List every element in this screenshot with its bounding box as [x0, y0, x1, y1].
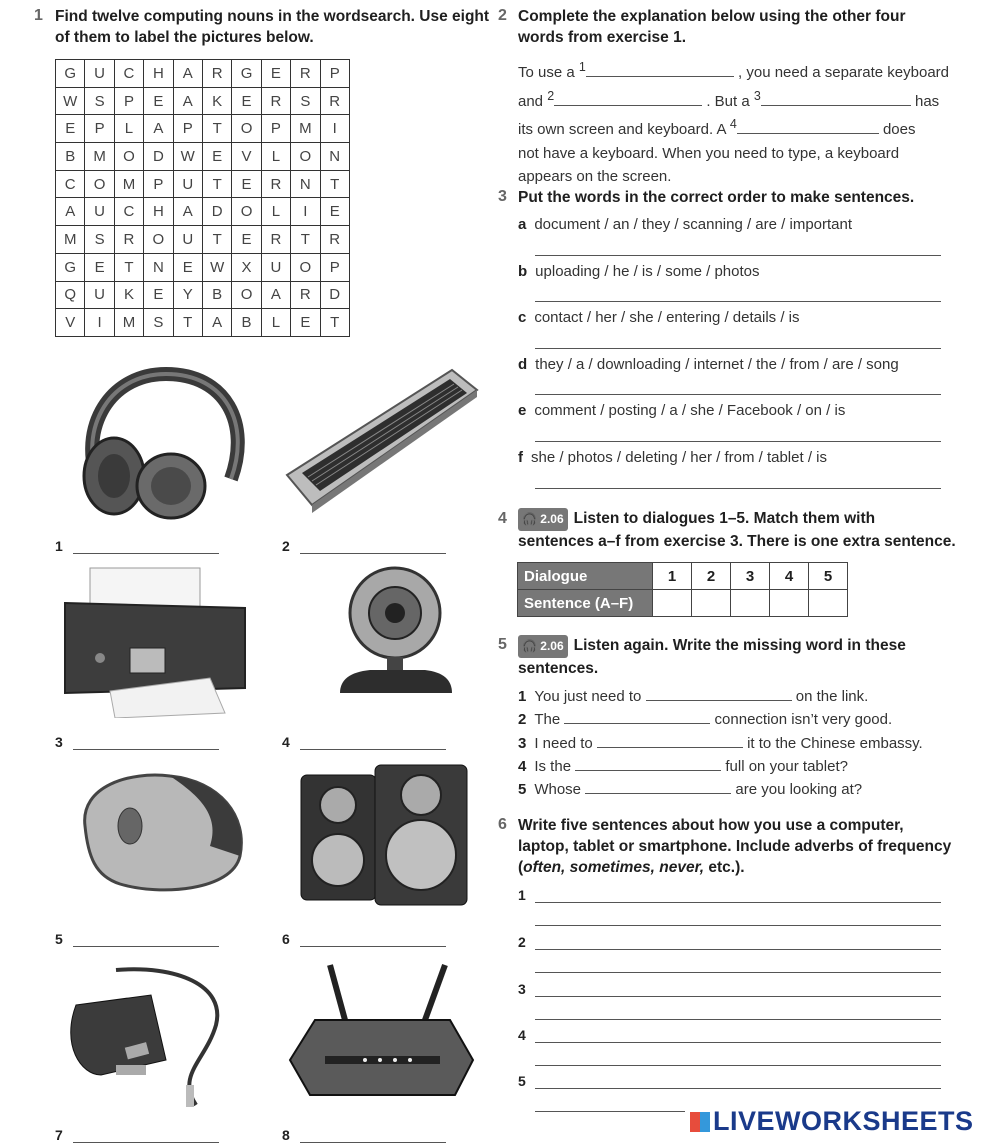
wordsearch-cell[interactable]: T: [320, 309, 349, 337]
dialogue-col-1: 1: [653, 563, 692, 590]
ex3-item-d: d they / a / downloading / internet / the / from / are / song: [518, 356, 899, 373]
wordsearch-cell[interactable]: U: [173, 170, 202, 198]
wordsearch-cell[interactable]: R: [261, 226, 290, 254]
mouse-picture: [70, 766, 250, 901]
ex3-answer-line-d[interactable]: [535, 394, 941, 395]
wordsearch-cell[interactable]: S: [291, 87, 320, 115]
ex6-number-4: 4: [518, 1027, 526, 1043]
wordsearch-cell[interactable]: A: [173, 87, 202, 115]
wordsearch-cell[interactable]: K: [202, 87, 231, 115]
dialogue-col-4: 4: [770, 563, 809, 590]
wordsearch-cell[interactable]: E: [144, 281, 173, 309]
wordsearch-cell[interactable]: A: [173, 198, 202, 226]
exercise-5-heading: 🎧 2.06 Listen again. Write the missing word in these sentences.: [518, 637, 906, 677]
wordsearch-cell[interactable]: B: [202, 281, 231, 309]
ex3-answer-line-b[interactable]: [535, 301, 941, 302]
speakers-picture: [293, 760, 475, 910]
wordsearch-cell[interactable]: P: [320, 253, 349, 281]
ex3-item-f: f she / photos / deleting / her / from / tablet / is: [518, 449, 827, 466]
ex3-answer-line-a[interactable]: [535, 255, 941, 256]
ex5-item-2: 2 The connection isn’t very good.: [518, 711, 893, 728]
wordsearch-cell[interactable]: G: [56, 60, 85, 88]
ex6-line-5a[interactable]: [535, 1088, 941, 1089]
wordsearch-cell[interactable]: A: [173, 60, 202, 88]
ex5-gap-1[interactable]: [646, 686, 792, 701]
wordsearch-cell[interactable]: O: [85, 170, 114, 198]
wordsearch-cell[interactable]: Y: [173, 281, 202, 309]
label-number-6: 6: [282, 931, 290, 947]
exercise-3-number: 3: [498, 188, 507, 205]
wordsearch-cell[interactable]: A: [144, 115, 173, 143]
wordsearch-cell[interactable]: P: [85, 115, 114, 143]
label-answer-4[interactable]: [300, 749, 446, 750]
wordsearch-cell[interactable]: E: [291, 309, 320, 337]
wordsearch-cell[interactable]: M: [114, 309, 143, 337]
wordsearch-cell[interactable]: P: [261, 115, 290, 143]
wordsearch-cell[interactable]: E: [85, 253, 114, 281]
wordsearch-cell[interactable]: C: [114, 198, 143, 226]
router-picture: [285, 960, 477, 1110]
wordsearch-cell[interactable]: X: [232, 253, 261, 281]
wordsearch-cell[interactable]: T: [114, 253, 143, 281]
answer-cell-2[interactable]: [692, 590, 731, 617]
exercise-3-heading: Put the words in the correct order to make sentences.: [518, 189, 915, 206]
wordsearch-cell[interactable]: P: [144, 170, 173, 198]
wordsearch-cell[interactable]: N: [144, 253, 173, 281]
ex6-number-2: 2: [518, 934, 526, 950]
wordsearch-cell[interactable]: A: [202, 309, 231, 337]
wordsearch-cell[interactable]: K: [114, 281, 143, 309]
ex3-answer-line-f[interactable]: [535, 488, 941, 489]
webcam-picture: [330, 565, 460, 705]
sentence-row-label: Sentence (A–F): [518, 590, 653, 617]
gap-1[interactable]: [586, 62, 734, 77]
wordsearch-cell[interactable]: A: [56, 198, 85, 226]
wordsearch-cell[interactable]: V: [232, 143, 261, 171]
exercise-6-number: 6: [498, 816, 507, 833]
wordsearch-cell[interactable]: G: [56, 253, 85, 281]
wordsearch-cell[interactable]: W: [56, 87, 85, 115]
wordsearch-cell[interactable]: P: [114, 87, 143, 115]
printer-picture: [60, 563, 250, 718]
headphones-icon: 🎧: [522, 639, 537, 653]
wordsearch-cell[interactable]: R: [291, 60, 320, 88]
ex3-item-a: a document / an / they / scanning / are / important: [518, 216, 853, 233]
ex5-gap-4[interactable]: [575, 756, 721, 771]
wordsearch-cell[interactable]: S: [85, 87, 114, 115]
ex6-line-3a[interactable]: [535, 996, 941, 997]
wordsearch-cell[interactable]: B: [56, 143, 85, 171]
label-number-5: 5: [55, 931, 63, 947]
wordsearch-cell[interactable]: U: [261, 253, 290, 281]
ex5-item-5: 5 Whose are you looking at?: [518, 781, 863, 798]
wordsearch-cell[interactable]: O: [232, 198, 261, 226]
wordsearch-cell[interactable]: B: [232, 309, 261, 337]
label-answer-5[interactable]: [73, 946, 219, 947]
answer-cell-4[interactable]: [770, 590, 809, 617]
ex6-line-2a[interactable]: [535, 949, 941, 950]
dialogue-row-label: Dialogue: [518, 563, 653, 590]
label-answer-8[interactable]: [300, 1142, 446, 1143]
wordsearch-cell[interactable]: N: [320, 143, 349, 171]
ex5-item-1: 1 You just need to on the link.: [518, 688, 869, 705]
wordsearch-cell[interactable]: A: [261, 281, 290, 309]
keyboard-picture: [282, 365, 482, 525]
ex3-item-b: b uploading / he / is / some / photos: [518, 263, 760, 280]
dialogue-matching-table: [517, 562, 848, 617]
ex3-answer-line-c[interactable]: [535, 348, 941, 349]
wordsearch-cell[interactable]: L: [261, 198, 290, 226]
label-answer-3[interactable]: [73, 749, 219, 750]
wordsearch-cell[interactable]: S: [85, 226, 114, 254]
ex6-line-1a[interactable]: [535, 902, 941, 903]
wordsearch-cell[interactable]: E: [173, 253, 202, 281]
wordsearch-cell[interactable]: R: [320, 226, 349, 254]
audio-track-badge[interactable]: 🎧 2.06: [518, 635, 568, 658]
label-answer-2[interactable]: [300, 553, 446, 554]
wordsearch-cell[interactable]: R: [320, 87, 349, 115]
wordsearch-cell[interactable]: U: [85, 281, 114, 309]
wordsearch-cell[interactable]: U: [173, 226, 202, 254]
answer-cell-5[interactable]: [809, 590, 848, 617]
exercise-1-heading: Find twelve computing nouns in the wordsearch. Use eight of them to label the pictures below.: [55, 8, 490, 46]
wordsearch-cell[interactable]: V: [56, 309, 85, 337]
wordsearch-cell[interactable]: T: [202, 226, 231, 254]
wordsearch-cell[interactable]: T: [291, 226, 320, 254]
ex6-line-4a[interactable]: [535, 1042, 941, 1043]
gap-4[interactable]: [737, 119, 879, 134]
wordsearch-cell[interactable]: G: [232, 60, 261, 88]
answer-cell-1[interactable]: [653, 590, 692, 617]
exercise-6-heading: Write five sentences about how you use a computer, laptop, tablet or smartphone. Include adverbs of frequency (often, sometimes, never, etc.).: [518, 817, 952, 876]
label-number-4: 4: [282, 734, 290, 750]
wordsearch-cell[interactable]: R: [261, 170, 290, 198]
wordsearch-cell[interactable]: O: [232, 281, 261, 309]
label-number-8: 8: [282, 1127, 290, 1143]
wordsearch-cell[interactable]: I: [291, 198, 320, 226]
label-number-7: 7: [55, 1127, 63, 1143]
exercise-1-number: 1: [34, 7, 43, 24]
wordsearch-cell[interactable]: R: [114, 226, 143, 254]
ex6-number-3: 3: [518, 981, 526, 997]
exercise-5-number: 5: [498, 636, 507, 653]
wordsearch-cell[interactable]: H: [144, 60, 173, 88]
wordsearch-cell[interactable]: O: [144, 226, 173, 254]
exercise-2-text: To use a $^1$ , you need a separate keyboard and $^2$ . But a $^3$ has its own screen and keyboard. A $^4$ does not have a keyboard. When you need to type, a keyboard appears on the screen.: [518, 60, 949, 185]
ex5-item-3: 3 I need to it to the Chinese embassy.: [518, 735, 923, 752]
wordsearch-cell[interactable]: S: [144, 309, 173, 337]
wordsearch-cell[interactable]: E: [144, 87, 173, 115]
ex6-line-1b[interactable]: [535, 925, 941, 926]
dialogue-col-5: 5: [809, 563, 848, 590]
liveworksheets-logo: LIVEWORKSHEETS: [690, 1106, 974, 1137]
wordsearch-cell[interactable]: I: [320, 115, 349, 143]
answer-cell-3[interactable]: [731, 590, 770, 617]
exercise-4-heading: 🎧 2.06 Listen to dialogues 1–5. Match them with sentences a–f from exercise 3. There is one extra sentence.: [518, 510, 956, 550]
wordsearch-cell[interactable]: M: [85, 143, 114, 171]
wordsearch-cell[interactable]: D: [202, 198, 231, 226]
ex6-line-3b[interactable]: [535, 1019, 941, 1020]
wordsearch-cell[interactable]: E: [232, 170, 261, 198]
wordsearch-cell[interactable]: T: [202, 170, 231, 198]
wordsearch-cell[interactable]: E: [56, 115, 85, 143]
wordsearch-cell[interactable]: O: [114, 143, 143, 171]
wordsearch-cell[interactable]: P: [320, 60, 349, 88]
wordsearch-cell[interactable]: C: [56, 170, 85, 198]
wordsearch-cell[interactable]: E: [232, 87, 261, 115]
wordsearch-cell[interactable]: L: [261, 309, 290, 337]
ex6-number-5: 5: [518, 1073, 526, 1089]
exercise-2-heading: Complete the explanation below using the other four words from exercise 1.: [518, 8, 906, 46]
wordsearch-cell[interactable]: U: [85, 60, 114, 88]
label-number-2: 2: [282, 538, 290, 554]
audio-track-badge[interactable]: 🎧 2.06: [518, 508, 568, 531]
exercise-2-number: 2: [498, 7, 507, 24]
wordsearch-cell[interactable]: H: [144, 198, 173, 226]
wordsearch-cell[interactable]: L: [261, 143, 290, 171]
wordsearch-cell[interactable]: M: [56, 226, 85, 254]
wordsearch-cell[interactable]: T: [202, 115, 231, 143]
wordsearch-cell[interactable]: W: [173, 143, 202, 171]
exercise-4-number: 4: [498, 510, 507, 527]
wordsearch-cell[interactable]: N: [291, 170, 320, 198]
ex6-number-1: 1: [518, 887, 526, 903]
gap-3[interactable]: [761, 91, 911, 106]
wordsearch-cell[interactable]: R: [291, 281, 320, 309]
wordsearch-cell[interactable]: O: [291, 253, 320, 281]
wordsearch-cell[interactable]: E: [320, 198, 349, 226]
wordsearch-cell[interactable]: C: [114, 60, 143, 88]
wordsearch-cell[interactable]: U: [85, 198, 114, 226]
wordsearch-cell[interactable]: R: [261, 87, 290, 115]
wordsearch-cell[interactable]: T: [320, 170, 349, 198]
wordsearch-cell[interactable]: P: [173, 115, 202, 143]
headphones-picture: [66, 364, 246, 524]
ex6-line-2b[interactable]: [535, 972, 941, 973]
charger-picture: [56, 965, 256, 1110]
label-number-1: 1: [55, 538, 63, 554]
wordsearch-cell[interactable]: T: [173, 309, 202, 337]
ex5-gap-3[interactable]: [597, 733, 743, 748]
wordsearch-cell[interactable]: D: [144, 143, 173, 171]
label-answer-1[interactable]: [73, 553, 219, 554]
ex3-answer-line-e[interactable]: [535, 441, 941, 442]
ex5-item-4: 4 Is the full on your tablet?: [518, 758, 848, 775]
wordsearch-cell[interactable]: M: [291, 115, 320, 143]
dialogue-col-2: 2: [692, 563, 731, 590]
ex5-gap-2[interactable]: [564, 709, 710, 724]
ex3-item-e: e comment / posting / a / she / Facebook / on / is: [518, 402, 846, 419]
wordsearch-cell[interactable]: O: [291, 143, 320, 171]
logo-grid-icon: [690, 1112, 710, 1132]
wordsearch-cell[interactable]: M: [114, 170, 143, 198]
wordsearch-cell[interactable]: I: [85, 309, 114, 337]
wordsearch-cell[interactable]: O: [232, 115, 261, 143]
wordsearch-cell[interactable]: E: [232, 226, 261, 254]
ex6-line-5b[interactable]: [535, 1111, 685, 1112]
wordsearch-cell[interactable]: Q: [56, 281, 85, 309]
label-number-3: 3: [55, 734, 63, 750]
wordsearch-cell[interactable]: E: [202, 143, 231, 171]
wordsearch-grid[interactable]: [55, 59, 350, 337]
ex5-gap-5[interactable]: [585, 779, 731, 794]
wordsearch-cell[interactable]: L: [114, 115, 143, 143]
ex6-line-4b[interactable]: [535, 1065, 941, 1066]
gap-2[interactable]: [554, 91, 702, 106]
label-answer-7[interactable]: [73, 1142, 219, 1143]
wordsearch-cell[interactable]: D: [320, 281, 349, 309]
wordsearch-cell[interactable]: E: [261, 60, 290, 88]
wordsearch-cell[interactable]: R: [202, 60, 231, 88]
dialogue-col-3: 3: [731, 563, 770, 590]
headphones-icon: 🎧: [522, 512, 537, 526]
label-answer-6[interactable]: [300, 946, 446, 947]
wordsearch-cell[interactable]: W: [202, 253, 231, 281]
ex3-item-c: c contact / her / she / entering / details / is: [518, 309, 800, 326]
